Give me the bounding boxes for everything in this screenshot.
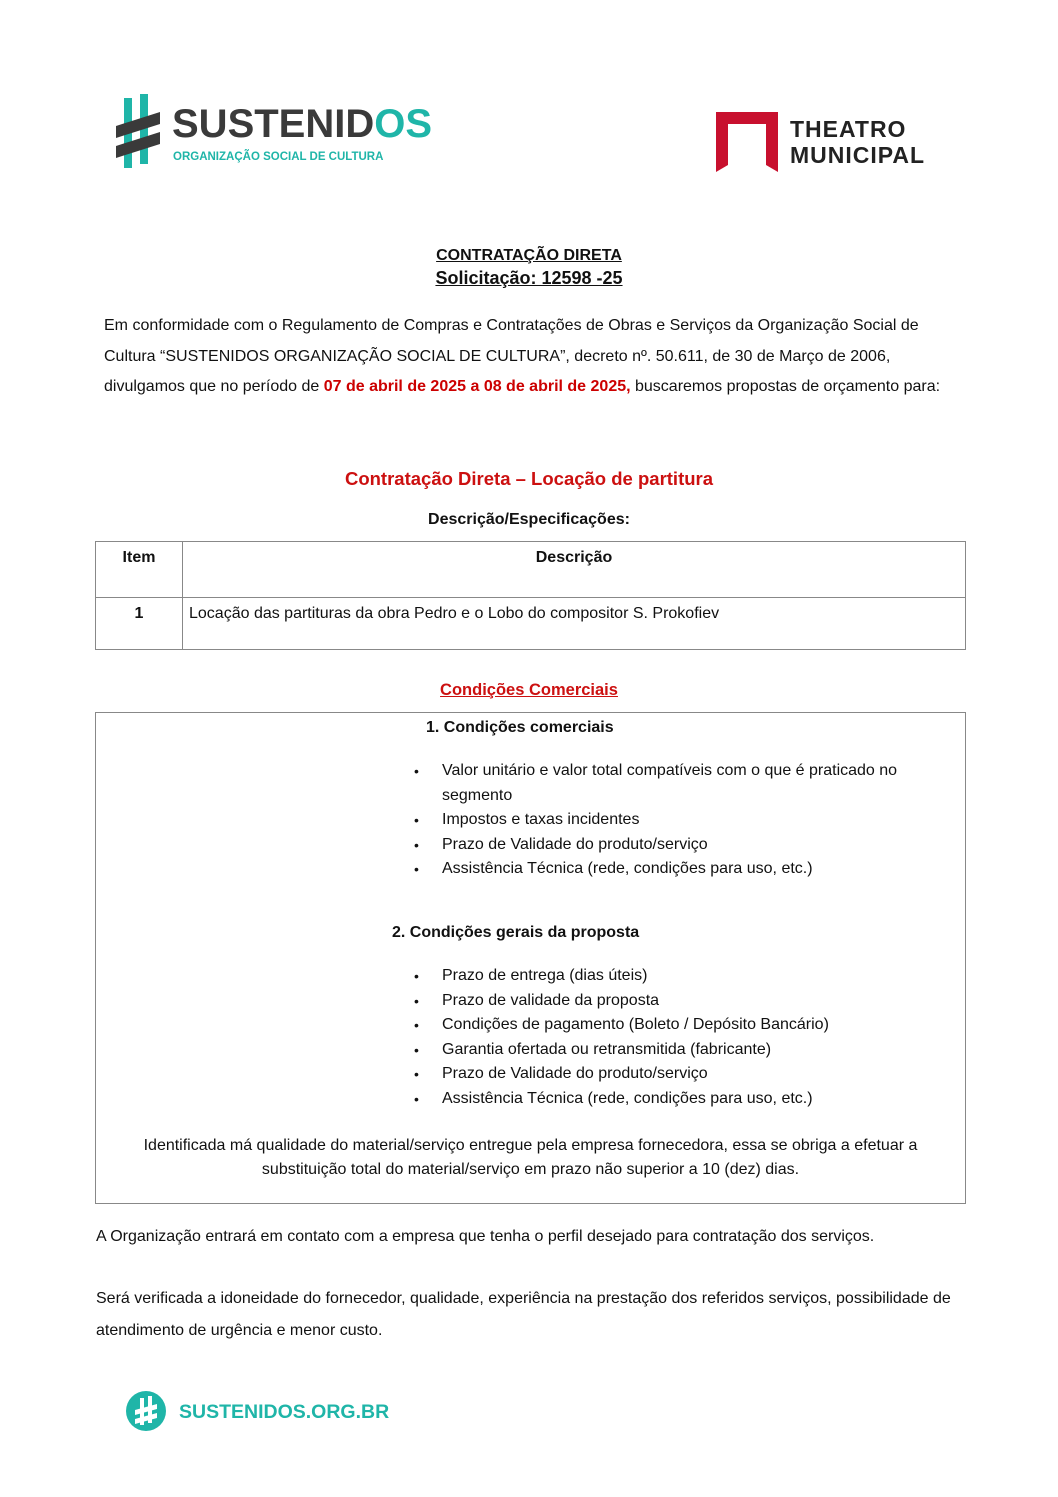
list-item: • Impostos e taxas incidentes	[442, 808, 962, 833]
sharp-circle-icon	[125, 1390, 167, 1432]
footer-logo	[125, 1390, 390, 1434]
column-header-item: Item	[96, 542, 183, 598]
intro-text-before: Em conformidade com o Regulamento de Compras e Contratações de Obras e Serviços da Organização Social de Cultura “SUSTENIDOS ORGANIZAÇÃO SOCIAL DE CULTURA”, decreto nº. 50.611, de 30 de Março de 2006, divulgamos que no período de	[104, 317, 919, 395]
list-item: • Assistência Técnica (rede, condições para uso, etc.)	[442, 857, 962, 882]
list-item: • Prazo de validade da proposta	[442, 989, 962, 1014]
logo-word: SUSTENID	[172, 102, 375, 146]
conditions-title: Condições Comerciais	[440, 681, 618, 699]
list-item: • Condições de pagamento (Boleto / Depósito Bancário)	[442, 1013, 962, 1038]
logo-line-1: THEATRO	[790, 116, 907, 142]
conditions-heading-1: 1. Condições comerciais	[426, 719, 614, 736]
intro-paragraph	[104, 311, 944, 403]
item-number-cell: 1	[96, 598, 183, 650]
theater-arch-icon	[716, 110, 778, 172]
conditions-box	[95, 712, 966, 1204]
general-conditions-list	[442, 964, 962, 1112]
quality-note: Identificada má qualidade do material/serviço entregue pela empresa fornecedora, essa se obriga a efetuar a substituição total do material/serviço em prazo não superior a 10 (dez) dias.	[143, 1137, 918, 1178]
list-item: • Prazo de Validade do produto/serviço	[442, 1062, 962, 1087]
list-item: • Prazo de entrega (dias úteis)	[442, 964, 962, 989]
theatro-municipal-logo	[716, 110, 956, 174]
sustenidos-logo	[116, 94, 433, 170]
logo-word-accent: OS	[374, 102, 433, 146]
table-row	[96, 598, 966, 650]
list-item: • Assistência Técnica (rede, condições para uso, etc.)	[442, 1087, 962, 1112]
column-header-description: Descrição	[183, 542, 966, 598]
logo-line-2: MUNICIPAL	[790, 142, 926, 168]
list-item: • Prazo de Validade do produto/serviço	[442, 833, 962, 858]
section-title: Contratação Direta – Locação de partitura	[344, 468, 714, 489]
intro-text-after: buscaremos propostas de orçamento para:	[630, 378, 941, 395]
conditions-heading-2: 2. Condições gerais da proposta	[392, 924, 640, 941]
closing-paragraph-1: A Organização entrará em contato com a empresa que tenha o perfil desejado para contratação dos serviços.	[96, 1228, 875, 1245]
commercial-conditions-list	[442, 759, 962, 882]
request-number: Solicitação: 12598 -25	[435, 268, 623, 288]
sharp-hash-icon	[116, 94, 168, 170]
list-item: • Garantia ofertada ou retransmitida (fabricante)	[442, 1038, 962, 1063]
item-description-cell: Locação das partituras da obra Pedro e o Lobo do compositor S. Prokofiev	[183, 598, 966, 650]
closing-paragraph-2: Será verificada a idoneidade do fornecedor, qualidade, experiência na prestação dos referidos serviços, possibilidade de atendimento de urgência e menor custo.	[96, 1290, 951, 1339]
footer-url: SUSTENIDOS.ORG.BR	[179, 1401, 390, 1423]
table-header-row	[96, 542, 966, 598]
list-item: • Valor unitário e valor total compatíveis com o que é praticado no segmento	[442, 759, 962, 808]
document-title: CONTRATAÇÃO DIRETA	[436, 247, 622, 264]
items-table	[95, 541, 966, 650]
logo-subtitle: ORGANIZAÇÃO SOCIAL DE CULTURA	[173, 151, 384, 163]
intro-period-highlight: 07 de abril de 2025 a 08 de abril de 2025,	[323, 378, 631, 395]
spec-label: Descrição/Especificações:	[428, 511, 630, 528]
